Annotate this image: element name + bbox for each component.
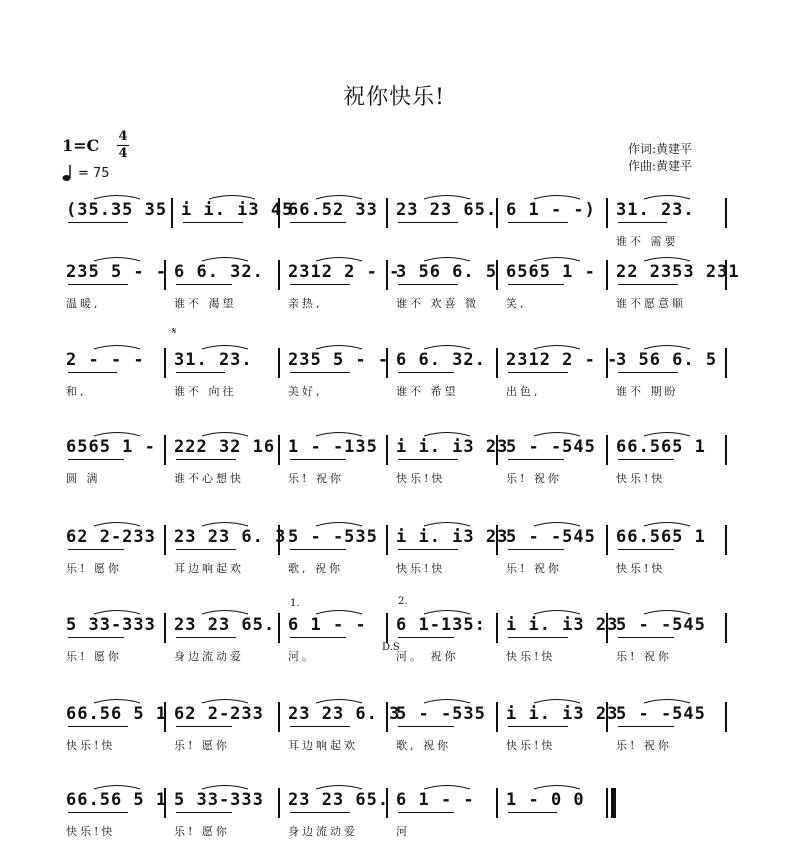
beam-line: [398, 637, 454, 638]
measure-notes: 222 32 16: [174, 437, 276, 457]
measure-notes: i i. i3 23: [506, 615, 619, 635]
slur-mark: [642, 429, 692, 437]
barline: [278, 788, 280, 818]
slur-mark: [200, 782, 250, 790]
measure-notes: 6565 1 -: [506, 262, 596, 282]
barline: [606, 435, 608, 465]
slur-mark: [200, 519, 250, 527]
beam-line: [176, 726, 232, 727]
barline: [496, 702, 498, 732]
measure-lyrics: 谁不愿意顺: [616, 297, 686, 310]
lyricist: 作词:黄建平: [628, 142, 693, 156]
measure-notes: 66.56 5 1: [66, 790, 168, 810]
score-system: [62, 350, 728, 400]
measure-lyrics: 耳边响起欢: [288, 739, 358, 752]
beam-line: [508, 222, 568, 223]
measure-notes: 1 - -135: [288, 437, 378, 457]
barline: [386, 525, 388, 555]
beam-line: [618, 637, 674, 638]
measure-notes: 5 - -545: [506, 437, 596, 457]
measure-notes: 1 - 0 0: [506, 790, 585, 810]
measure-notes: 5 33-333: [66, 615, 156, 635]
measure-notes: 3 56 6. 5: [616, 350, 718, 370]
composer: 作曲:黄建平: [628, 159, 693, 173]
slur-mark: [92, 696, 142, 704]
slur-mark: [200, 342, 250, 350]
slur-mark: [207, 192, 257, 200]
measure-notes: 3 56 6. 5: [396, 262, 498, 282]
beam-line: [618, 284, 678, 285]
measure-notes: 23 23 65.: [174, 615, 276, 635]
meter-top: 4: [118, 129, 128, 144]
final-barline-thin: [606, 788, 608, 818]
slur-mark: [422, 254, 472, 262]
barline: [606, 525, 608, 555]
beam-line: [290, 726, 350, 727]
beam-line: [290, 812, 350, 813]
measure-notes: 62 2-233: [66, 527, 156, 547]
slur-mark: [92, 519, 142, 527]
slur-mark: [314, 342, 364, 350]
measure-lyrics: 谁不心想快: [174, 472, 244, 485]
beam-line: [618, 549, 674, 550]
measure-lyrics: 乐! 愿你: [66, 650, 122, 663]
measure-notes: 5 - -545: [616, 615, 706, 635]
beam-line: [176, 372, 225, 373]
measure-lyrics: 谁不 希望: [396, 385, 459, 398]
measure-notes: 5 - -535: [288, 527, 378, 547]
beam-line: [68, 726, 128, 727]
time-signature: [117, 130, 129, 161]
beam-line: [618, 372, 678, 373]
measure-lyrics: 谁不 向往: [174, 385, 237, 398]
measure-lyrics: 美好,: [288, 385, 323, 398]
beam-line: [508, 726, 568, 727]
measure-notes: 235 5 - -: [288, 350, 390, 370]
slur-mark: [532, 429, 582, 437]
meter-bottom: 4: [118, 146, 128, 161]
beam-line: [68, 222, 128, 223]
measure-notes: 6 1-135:: [396, 615, 486, 635]
measure-notes: 66.565 1: [616, 527, 706, 547]
slur-mark: [422, 519, 472, 527]
score-system: [62, 200, 728, 250]
slur-mark: [532, 192, 582, 200]
measure-lyrics: 乐! 祝你: [288, 472, 344, 485]
measure-lyrics: 快乐!快: [396, 472, 446, 485]
measure-lyrics: 河。 祝你: [396, 650, 459, 663]
barline: [386, 435, 388, 465]
measure-lyrics: 快乐!快: [396, 562, 446, 575]
measure-notes: 235 5 - -: [66, 262, 168, 282]
volta-2-mark: 2.: [398, 596, 408, 607]
beam-line: [176, 549, 236, 550]
beam-line: [508, 549, 564, 550]
slur-mark: [532, 519, 582, 527]
barline: [278, 702, 280, 732]
measure-lyrics: 笑,: [506, 297, 527, 310]
measure-notes: 6565 1 -: [66, 437, 156, 457]
barline: [164, 348, 166, 378]
barline: [278, 435, 280, 465]
tempo-value: = 75: [78, 165, 110, 181]
barline: [725, 702, 727, 732]
measure-lyrics: 乐! 祝你: [616, 739, 672, 752]
measure-lyrics: 和,: [66, 385, 87, 398]
beam-line: [183, 222, 243, 223]
beam-line: [290, 637, 346, 638]
beam-line: [618, 726, 674, 727]
beam-line: [508, 284, 564, 285]
measure-lyrics: 河: [396, 825, 410, 838]
barline: [496, 613, 498, 643]
slur-mark: [532, 696, 582, 704]
measure-notes: 23 23 6. 3: [288, 704, 401, 724]
beam-line: [398, 812, 454, 813]
score-system: [62, 527, 728, 577]
measure-notes: 31. 23.: [174, 350, 253, 370]
measure-lyrics: 谁不 期盼: [616, 385, 679, 398]
slur-mark: [642, 519, 692, 527]
measure-notes: 6 1 - -): [506, 200, 596, 220]
beam-line: [290, 372, 350, 373]
slur-mark: [200, 254, 250, 262]
beam-line: [398, 726, 454, 727]
beam-line: [508, 459, 564, 460]
measure-lyrics: 河。: [288, 650, 316, 663]
slur-mark: [422, 607, 472, 615]
slur-mark: [92, 254, 142, 262]
beam-line: [176, 637, 236, 638]
beam-line: [68, 459, 124, 460]
slur-mark: [422, 782, 472, 790]
measure-notes: 2312 2 - -: [288, 262, 401, 282]
barline: [386, 198, 388, 228]
quarter-note-icon: [62, 164, 74, 182]
slur-mark: [314, 192, 364, 200]
measure-lyrics: 温暖,: [66, 297, 101, 310]
beam-line: [618, 222, 667, 223]
measure-notes: i i. i3 45: [181, 200, 294, 220]
measure-lyrics: 歌, 祝你: [288, 562, 343, 575]
score-system: [62, 262, 740, 312]
measure-lyrics: 歌, 祝你: [396, 739, 451, 752]
measure-notes: 6 1 - -: [288, 615, 367, 635]
beam-line: [290, 284, 350, 285]
measure-lyrics: 快乐!快: [616, 472, 666, 485]
slur-mark: [422, 342, 472, 350]
measure-lyrics: 快乐!快: [506, 650, 556, 663]
measure-lyrics: 乐! 愿你: [174, 825, 230, 838]
segno-mark: 𝄋: [172, 326, 177, 337]
beam-line: [398, 372, 454, 373]
measure-notes: 6 6. 32.: [174, 262, 264, 282]
beam-line: [68, 637, 124, 638]
measure-lyrics: 谁不 需要: [616, 235, 679, 248]
beam-line: [290, 222, 346, 223]
beam-line: [176, 459, 236, 460]
beam-line: [290, 459, 346, 460]
slur-mark: [92, 342, 142, 350]
measure-notes: i i. i3 23: [396, 527, 509, 547]
barline: [386, 613, 388, 643]
measure-notes: 5 - -535: [396, 704, 486, 724]
slur-mark: [532, 254, 582, 262]
barline: [171, 198, 173, 228]
slur-mark: [314, 782, 364, 790]
slur-mark: [92, 607, 142, 615]
slur-mark: [314, 429, 364, 437]
measure-lyrics: 身边流动爱: [174, 650, 244, 663]
slur-mark: [92, 782, 142, 790]
measure-notes: 6 6. 32.: [396, 350, 486, 370]
barline: [278, 348, 280, 378]
slur-mark: [200, 429, 250, 437]
measure-lyrics: 快乐!快: [616, 562, 666, 575]
measure-lyrics: 乐! 祝你: [616, 650, 672, 663]
measure-notes: 62 2-233: [174, 704, 264, 724]
measure-notes: 2312 2 - -: [506, 350, 619, 370]
barline: [725, 525, 727, 555]
beam-line: [398, 284, 458, 285]
barline: [725, 613, 727, 643]
beam-line: [68, 549, 124, 550]
barline: [725, 348, 727, 378]
slur-mark: [422, 192, 472, 200]
measure-notes: 5 - -545: [506, 527, 596, 547]
barline: [725, 198, 727, 228]
measure-lyrics: 快乐!快: [66, 739, 116, 752]
slur-mark: [532, 607, 582, 615]
slur-mark: [642, 696, 692, 704]
slur-mark: [642, 192, 692, 200]
barline: [164, 525, 166, 555]
barline: [164, 613, 166, 643]
measure-lyrics: 乐! 祝你: [506, 472, 562, 485]
measure-lyrics: 乐! 祝你: [506, 562, 562, 575]
beam-line: [508, 372, 568, 373]
beam-line: [68, 372, 117, 373]
measure-notes: i i. i3 23: [506, 704, 619, 724]
measure-notes: i i. i3 23: [396, 437, 509, 457]
beam-line: [176, 284, 232, 285]
slur-mark: [642, 254, 692, 262]
beam-line: [176, 812, 232, 813]
beam-line: [398, 459, 458, 460]
measure-lyrics: 快乐!快: [506, 739, 556, 752]
measure-notes: 23 23 65.: [288, 790, 390, 810]
beam-line: [508, 812, 557, 813]
score-system: [62, 437, 728, 487]
measure-lyrics: 出色,: [506, 385, 541, 398]
beam-line: [398, 222, 458, 223]
slur-mark: [314, 696, 364, 704]
measure-notes: 66.52 33: [288, 200, 378, 220]
measure-lyrics: 身边流动爱: [288, 825, 358, 838]
barline: [496, 788, 498, 818]
barline: [278, 613, 280, 643]
barline: [606, 260, 608, 290]
slur-mark: [314, 254, 364, 262]
tempo-mark: [62, 164, 110, 182]
barline: [278, 260, 280, 290]
ds-mark: D.S: [382, 642, 400, 653]
measure-lyrics: 乐! 愿你: [174, 739, 230, 752]
measure-lyrics: 亲热,: [288, 297, 323, 310]
final-barline-thick: [611, 788, 616, 818]
measure-notes: 31. 23.: [616, 200, 695, 220]
beam-line: [68, 812, 128, 813]
slur-mark: [422, 429, 472, 437]
slur-mark: [92, 429, 142, 437]
barline: [606, 198, 608, 228]
beam-line: [618, 459, 674, 460]
volta-1-mark: 1.: [290, 598, 300, 609]
measure-lyrics: 乐! 愿你: [66, 562, 122, 575]
slur-mark: [642, 607, 692, 615]
measure-notes: 22 2353 231: [616, 262, 740, 282]
slur-mark: [314, 607, 364, 615]
slur-mark: [92, 192, 142, 200]
barline: [725, 435, 727, 465]
score-system: [62, 615, 728, 665]
beam-line: [398, 549, 458, 550]
score-system: [62, 704, 728, 754]
measure-lyrics: 快乐!快: [66, 825, 116, 838]
measure-notes: 2 - - -: [66, 350, 145, 370]
slur-mark: [314, 519, 364, 527]
measure-notes: 66.565 1: [616, 437, 706, 457]
slur-mark: [642, 342, 692, 350]
measure-lyrics: 谁不 欢喜 微: [396, 297, 479, 310]
key-signature: 1=C: [62, 136, 100, 155]
measure-notes: 6 1 - -: [396, 790, 475, 810]
measure-notes: (35.35 35: [66, 200, 168, 220]
measure-lyrics: 耳边响起欢: [174, 562, 244, 575]
song-title: 祝你快乐!: [343, 85, 445, 110]
measure-notes: 23 23 65.: [396, 200, 498, 220]
score-system: [62, 790, 728, 840]
slur-mark: [422, 696, 472, 704]
measure-notes: 66.56 5 1: [66, 704, 168, 724]
measure-lyrics: 谁不 渴望: [174, 297, 237, 310]
slur-mark: [200, 696, 250, 704]
slur-mark: [200, 607, 250, 615]
measure-notes: 5 33-333: [174, 790, 264, 810]
measure-lyrics: 圆 满: [66, 472, 101, 485]
slur-mark: [532, 782, 582, 790]
slur-mark: [532, 342, 582, 350]
beam-line: [68, 284, 128, 285]
beam-line: [508, 637, 568, 638]
barline: [164, 435, 166, 465]
measure-notes: 23 23 6. 3: [174, 527, 287, 547]
measure-notes: 5 - -545: [616, 704, 706, 724]
barline: [496, 348, 498, 378]
beam-line: [290, 549, 346, 550]
